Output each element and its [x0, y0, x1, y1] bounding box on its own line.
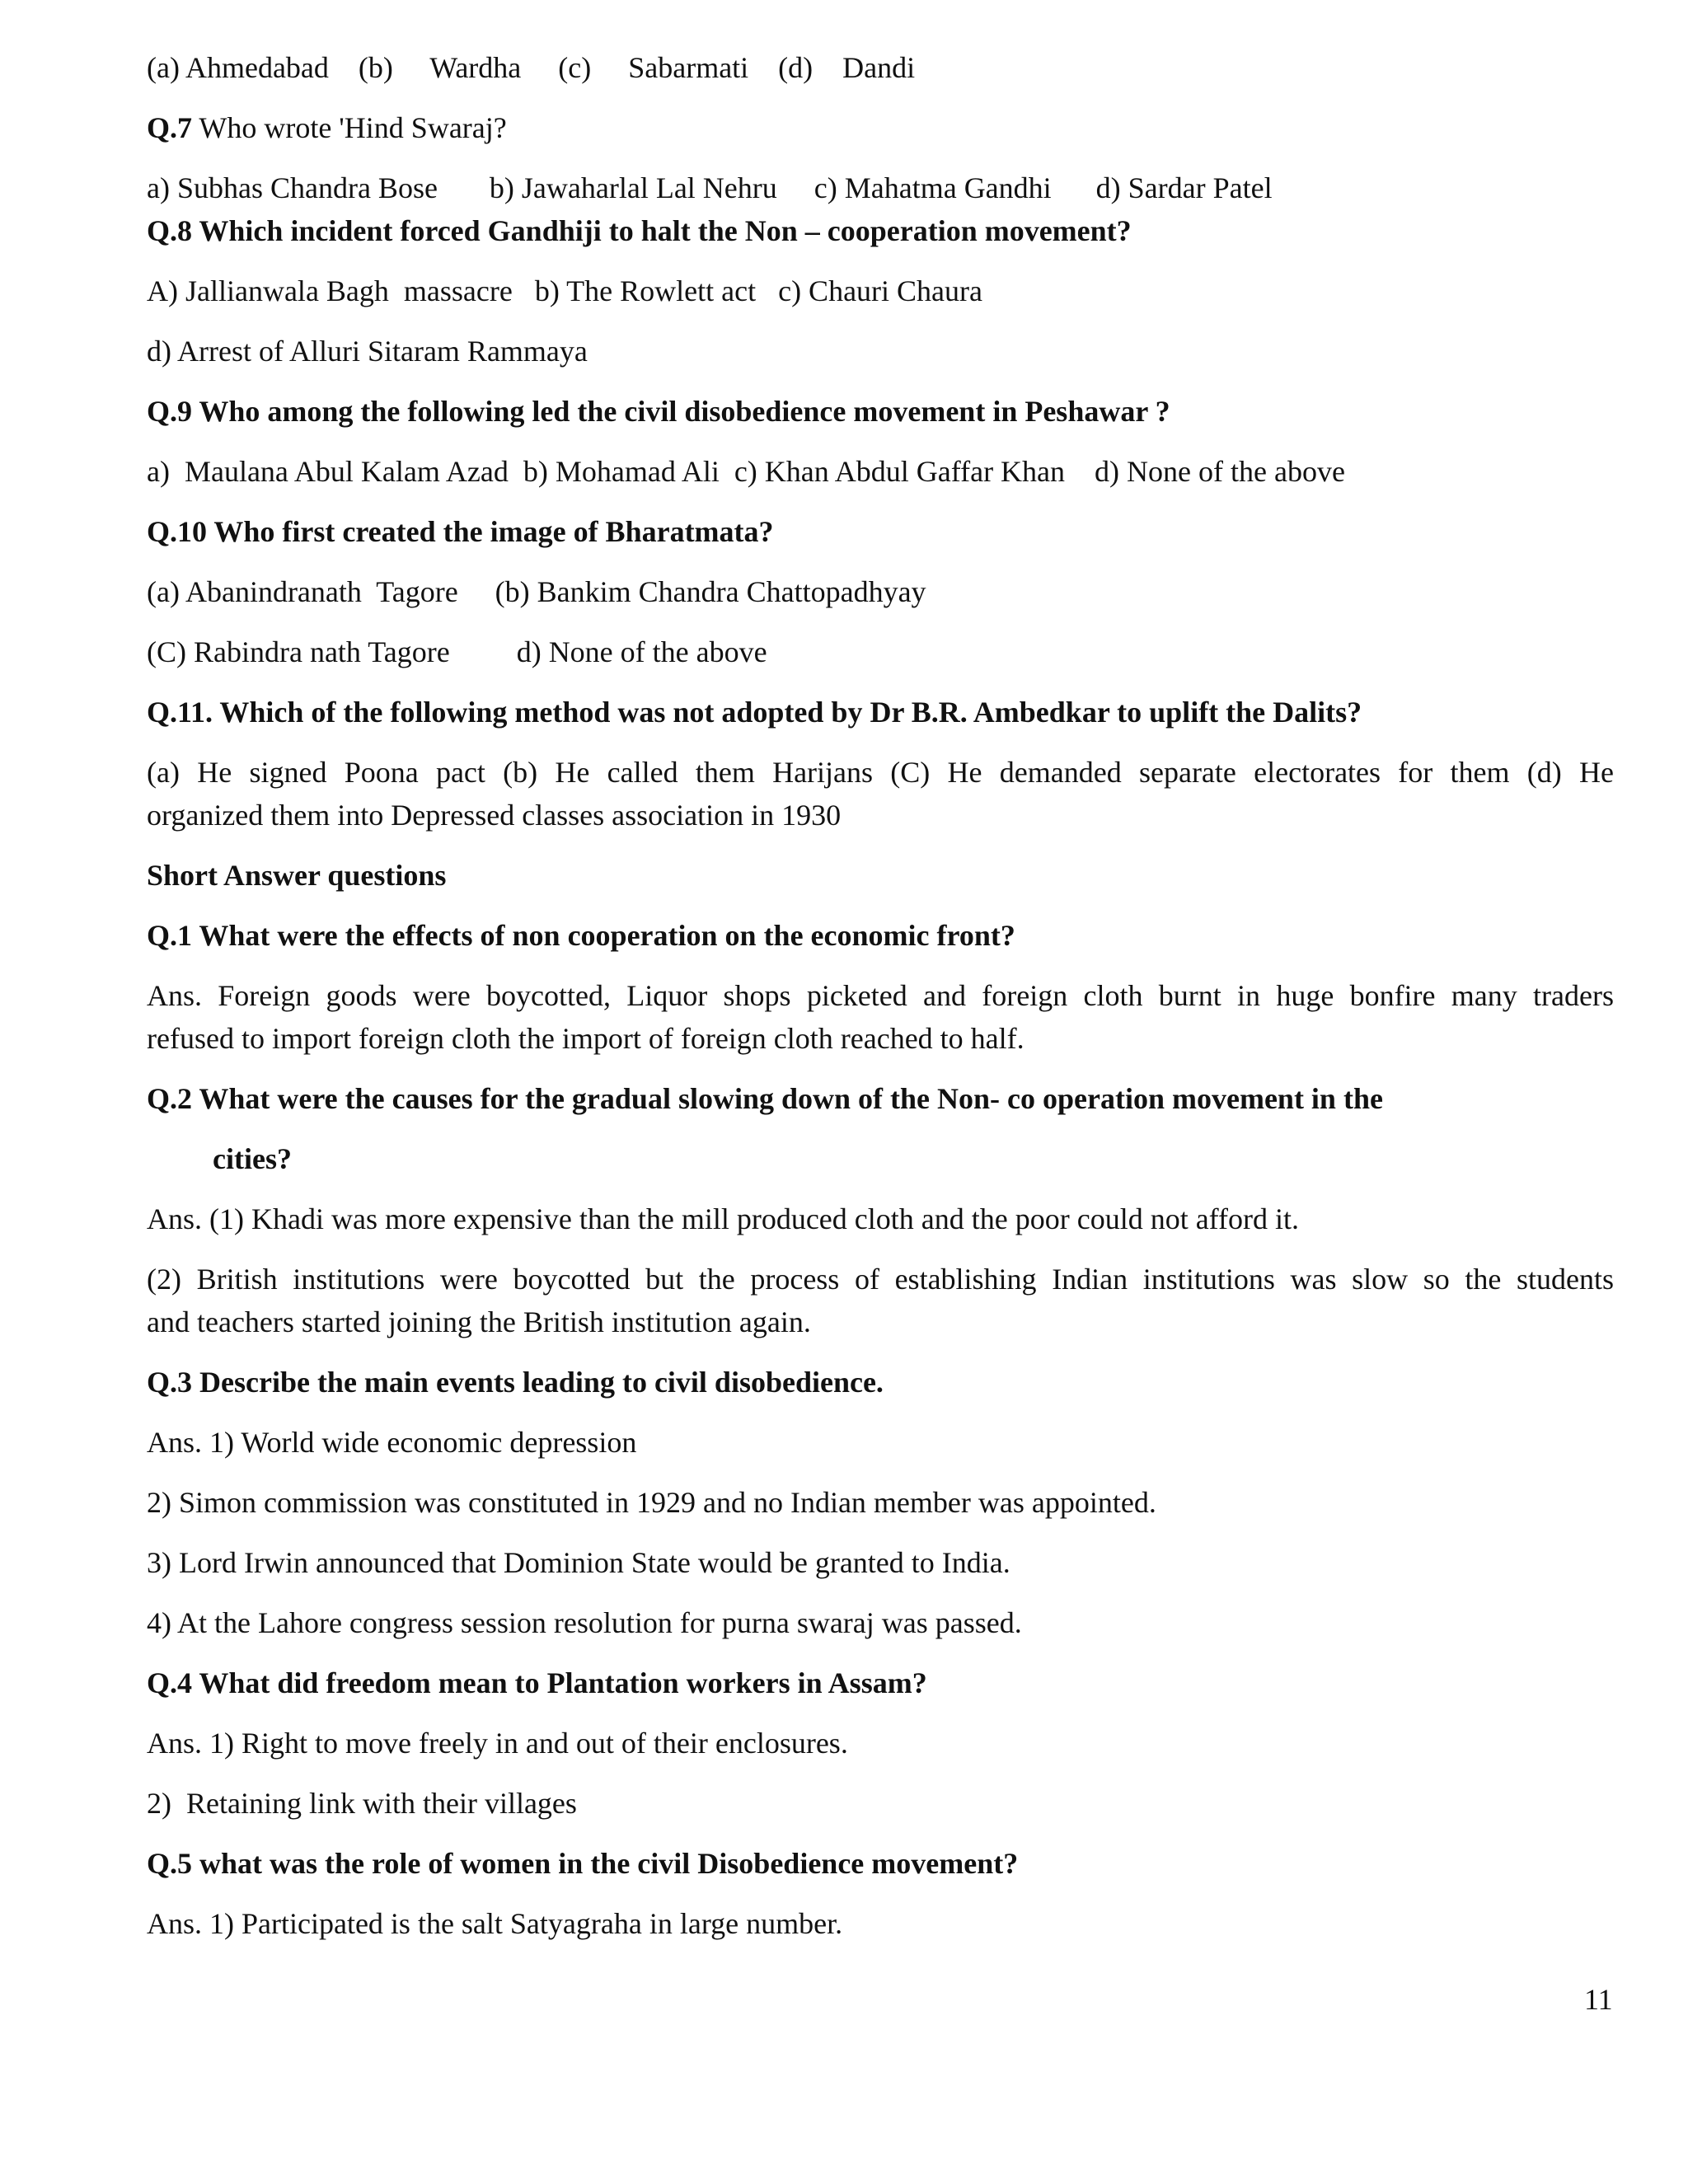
sa4-answer-line-2: 2) Retaining link with their villages [147, 1787, 577, 1820]
sa3-answer-line-3: 3) Lord Irwin announced that Dominion State would be granted to India. [147, 1546, 1010, 1579]
sa4-question: Q.4 What did freedom mean to Plantation workers in Assam? [147, 1666, 927, 1699]
sa2-answer-line-2: (2) British institutions were boycotted but the process of establishing Indian institutions was slow so the students [147, 1263, 1614, 1296]
sa2-question-line-1: Q.2 What were the causes for the gradual slowing down of the Non- co operation movement in the [147, 1082, 1383, 1115]
q7-question-text: Who wrote 'Hind Swaraj? [192, 111, 507, 144]
sa2-question-line-2: cities? [213, 1142, 292, 1175]
q10-options-line-2: (C) Rabindra nath Tagore d) None of the above [147, 635, 767, 668]
q10-question: Q.10 Who first created the image of Bharatmata? [147, 515, 774, 548]
q11-question: Q.11. Which of the following method was not adopted by Dr B.R. Ambedkar to uplift the Dalits? [147, 696, 1362, 729]
sa3-answer-line-1: Ans. 1) World wide economic depression [147, 1426, 637, 1459]
sa3-question: Q.3 Describe the main events leading to civil disobedience. [147, 1366, 884, 1399]
q7-question [147, 113, 507, 143]
q10-options-line-1: (a) Abanindranath Tagore (b) Bankim Chandra Chattopadhyay [147, 575, 926, 608]
sa1-answer-line-2: refused to import foreign cloth the import of foreign cloth reached to half. [147, 1022, 1025, 1055]
q6-options: (a) Ahmedabad (b) Wardha (c) Sabarmati (d) Dandi [147, 51, 916, 84]
q11-options-line-2: organized them into Depressed classes association in 1930 [147, 799, 842, 832]
q7-label: Q.7 [147, 111, 193, 144]
q8-options-line-1: A) Jallianwala Bagh massacre b) The Rowlett act c) Chauri Chaura [147, 274, 982, 307]
sa3-answer-line-4: 4) At the Lahore congress session resolution for purna swaraj was passed. [147, 1606, 1022, 1639]
sa1-answer-line-1: Ans. Foreign goods were boycotted, Liquor shops picketed and foreign cloth burnt in huge bonfire many traders [147, 979, 1614, 1012]
q9-question: Q.9 Who among the following led the civil disobedience movement in Peshawar ? [147, 395, 1170, 428]
page-number: 11 [1584, 1983, 1613, 2016]
sa3-answer-line-2: 2) Simon commission was constituted in 1929 and no Indian member was appointed. [147, 1486, 1156, 1519]
sa5-answer-line-1: Ans. 1) Participated is the salt Satyagraha in large number. [147, 1907, 843, 1940]
section-title: Short Answer questions [147, 859, 447, 892]
sa1-question: Q.1 What were the effects of non cooperation on the economic front? [147, 919, 1015, 952]
q7-options: a) Subhas Chandra Bose b) Jawaharlal Lal Nehru c) Mahatma Gandhi d) Sardar Patel [147, 171, 1273, 204]
q8-question: Q.8 Which incident forced Gandhiji to halt the Non – cooperation movement? [147, 214, 1132, 247]
sa2-answer-line-1: Ans. (1) Khadi was more expensive than the mill produced cloth and the poor could not afford it. [147, 1202, 1299, 1235]
q9-options: a) Maulana Abul Kalam Azad b) Mohamad Ali c) Khan Abdul Gaffar Khan d) None of the above [147, 455, 1345, 488]
q8-options-line-2: d) Arrest of Alluri Sitaram Rammaya [147, 335, 588, 368]
sa2-answer-line-3: and teachers started joining the British institution again. [147, 1305, 811, 1338]
sa4-answer-line-1: Ans. 1) Right to move freely in and out of their enclosures. [147, 1727, 848, 1760]
sa5-question: Q.5 what was the role of women in the civil Disobedience movement? [147, 1847, 1019, 1880]
q11-options-line-1: (a) He signed Poona pact (b) He called them Harijans (C) He demanded separate electorates for them (d) He [147, 756, 1614, 789]
